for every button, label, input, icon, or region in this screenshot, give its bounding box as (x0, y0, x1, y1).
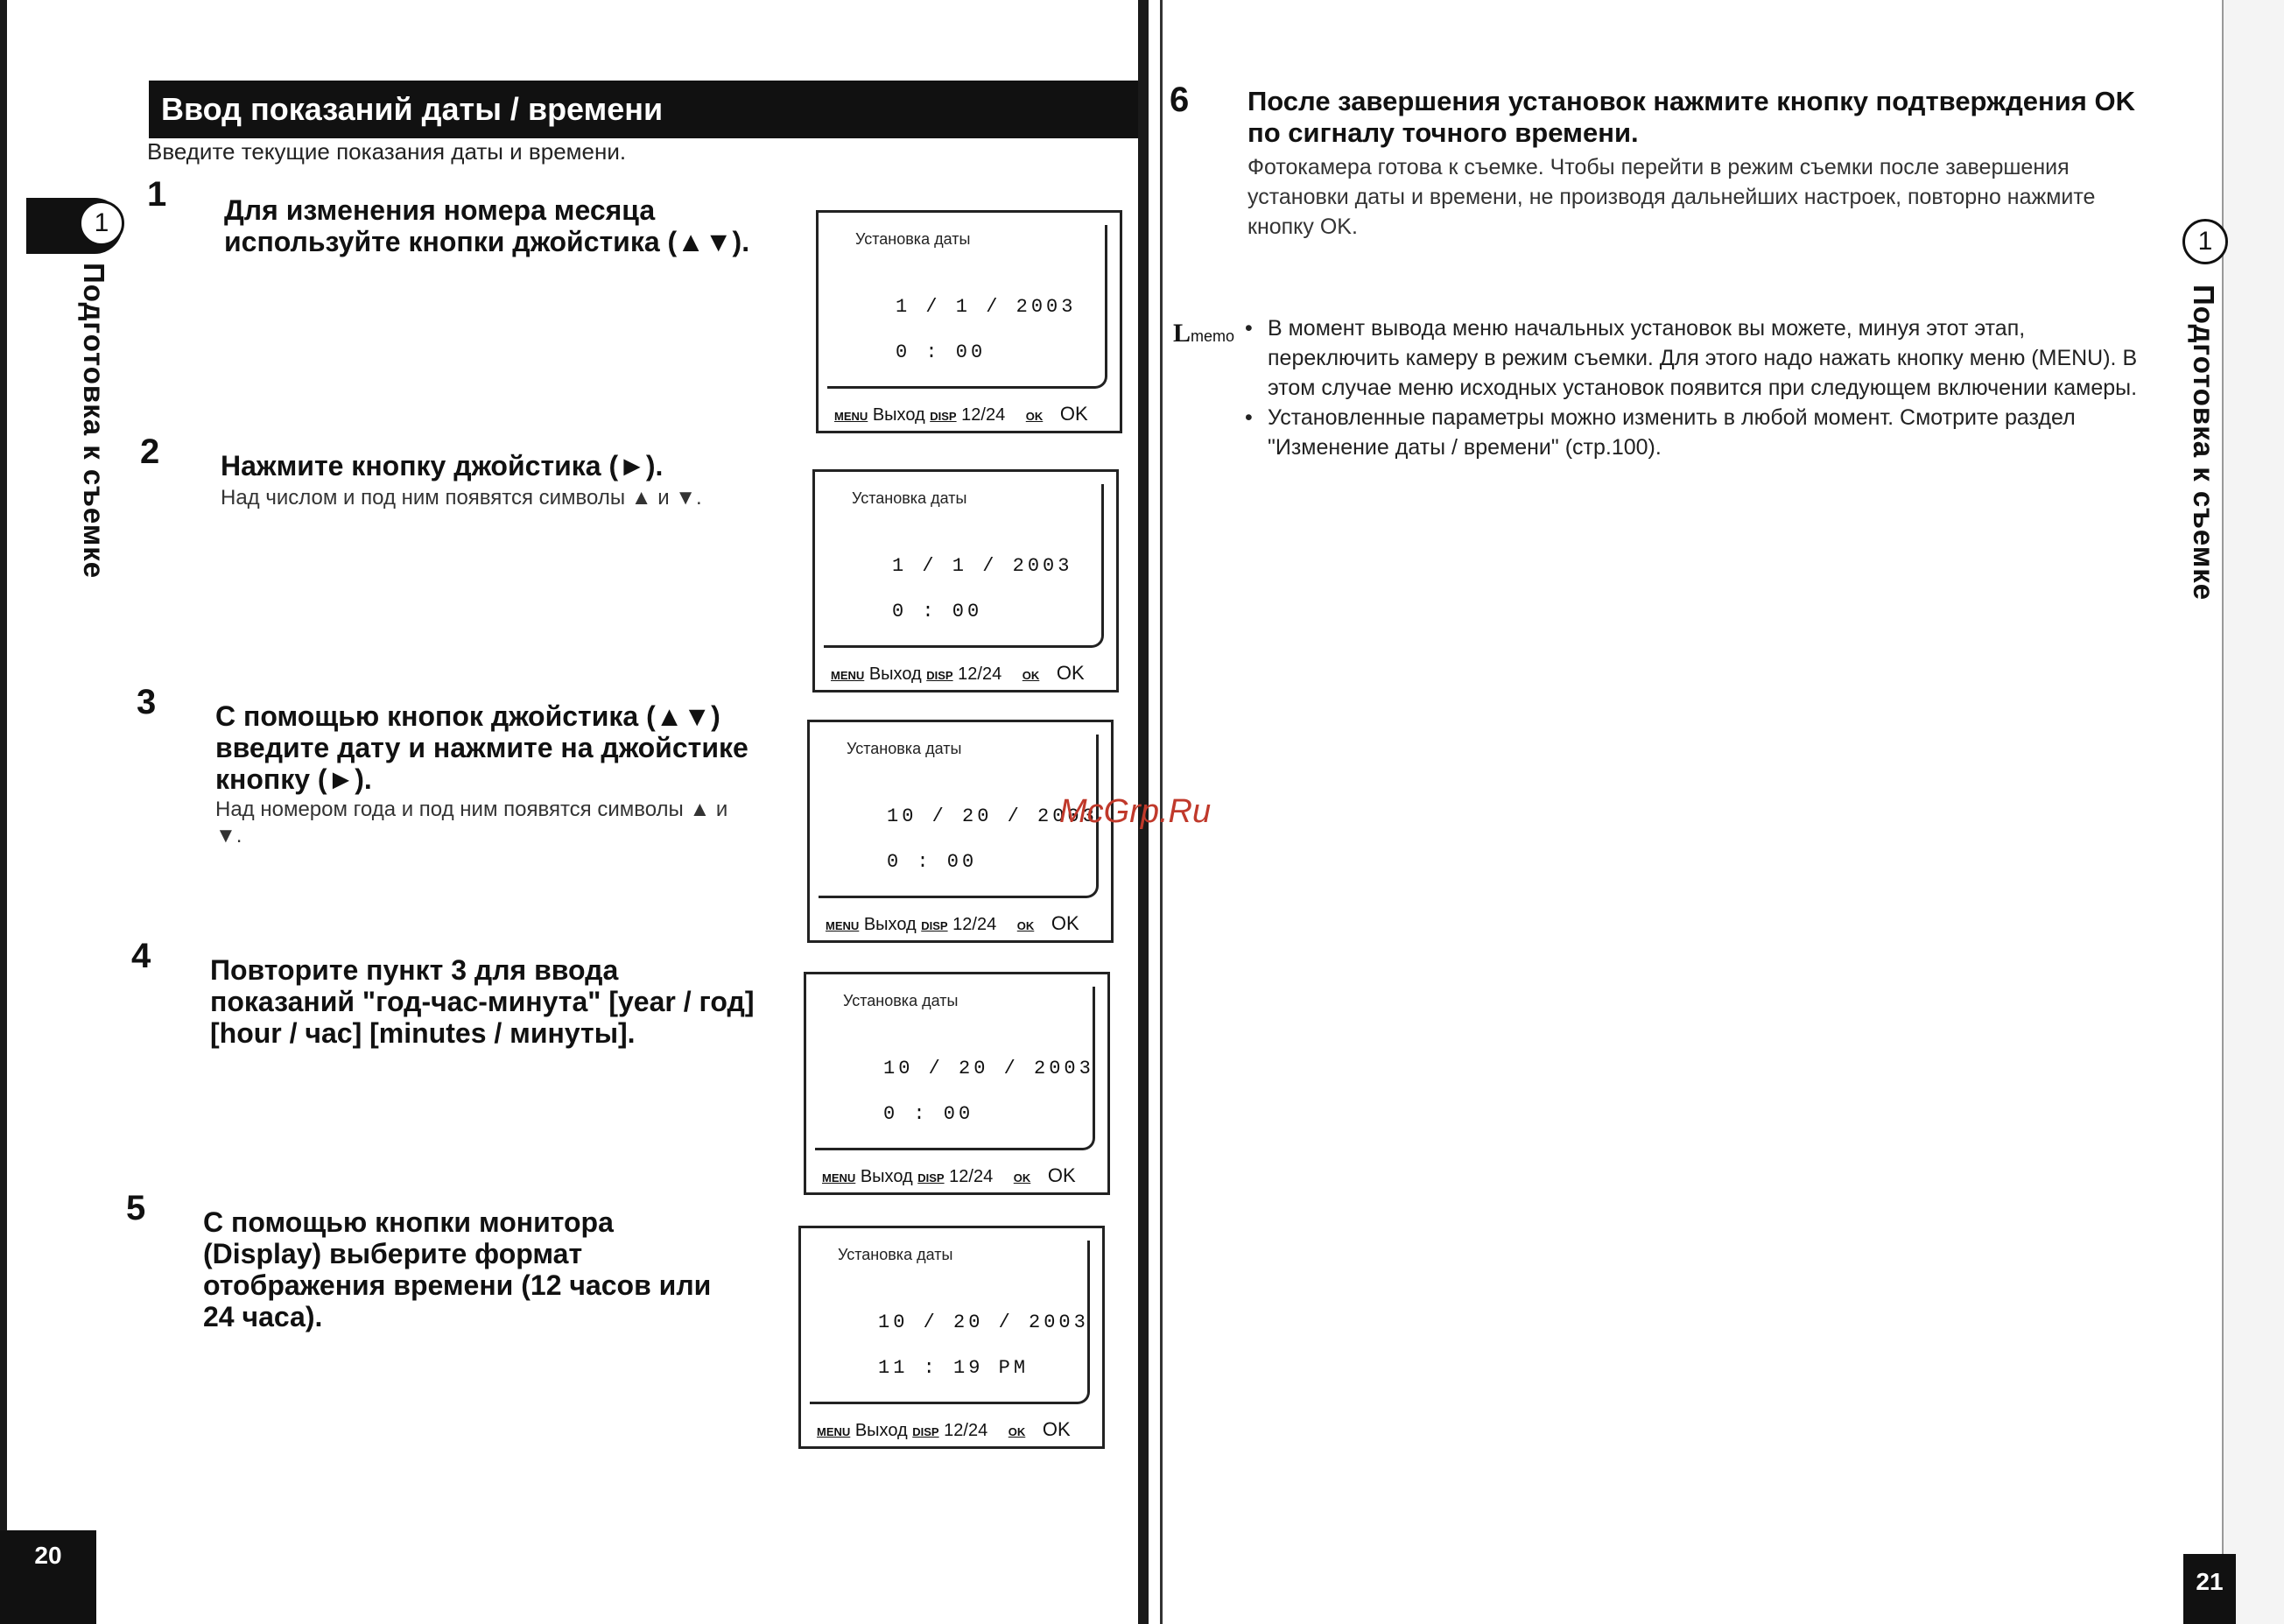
disp-key-label: DISP (917, 1171, 945, 1185)
step-6-number: 6 (1170, 81, 1190, 119)
lcd-date: 10 / 20 / 2003 (883, 1058, 1094, 1079)
ok-key-label: OK (1016, 919, 1035, 932)
exit-label: Выход (854, 1421, 908, 1440)
exit-label: Выход (868, 664, 922, 684)
step-1-number: 1 (147, 175, 167, 214)
ok-key-label: OK (1022, 669, 1040, 682)
lcd-screen-4 (804, 972, 1110, 1195)
chapter-label-left: Подготовка к съемке (78, 263, 110, 580)
disp-key-label: DISP (930, 410, 957, 423)
step-6-title: После завершения установок нажмите кнопку подтверждения OK по сигналу точного времени. (1247, 86, 2135, 148)
format-label: 12/24 (958, 664, 1002, 684)
format-label: 12/24 (944, 1421, 988, 1440)
format-label: 12/24 (961, 405, 1006, 425)
intro-text: Введите текущие показания даты и времени. (147, 138, 627, 165)
ok-key-label: OK (1025, 410, 1044, 423)
lcd-title: Установка даты (852, 489, 967, 507)
step-4-title: Повторите пункт 3 для ввода показаний "год-час-минута" [year / год] [hour / час] [minutes / минуты]. (210, 954, 755, 1049)
lcd-time: 11 : 19 PM (878, 1357, 1030, 1379)
lcd-title: Установка даты (843, 992, 959, 1009)
chapter-number-badge-right: 1 (2182, 219, 2228, 264)
menu-key-label: MENU (817, 1425, 851, 1438)
lcd-screen-5 (798, 1226, 1105, 1449)
memo-item: • Установленные параметры можно изменить в любой момент. Смотрите раздел "Изменение даты / времени" (стр.100). (1268, 403, 2143, 462)
menu-key-label: MENU (831, 669, 865, 682)
format-label: 12/24 (952, 915, 997, 934)
lcd-footer (834, 403, 1088, 425)
ok-key-label: OK (1013, 1171, 1031, 1185)
step-2-title: Нажмите кнопку джойстика (►). (221, 450, 664, 482)
lcd-footer (826, 912, 1079, 935)
lcd-screen-3 (807, 720, 1114, 943)
disp-key-label: DISP (926, 669, 953, 682)
lcd-time: 0 : 00 (892, 601, 983, 622)
menu-key-label: MENU (826, 919, 860, 932)
exit-label: Выход (872, 405, 925, 425)
lcd-screen-2 (812, 469, 1119, 692)
step-1-title: Для изменения номера месяца используйте кнопки джойстика (▲▼). (224, 194, 750, 257)
chapter-number-badge: 1 (79, 200, 124, 246)
ok-label: OK (1059, 403, 1088, 425)
disp-key-label: DISP (921, 919, 948, 932)
chapter-label-right: Подготовка к съемке (2188, 285, 2220, 601)
lcd-date: 10 / 20 / 2003 (878, 1311, 1089, 1333)
page-edge-right (2224, 0, 2284, 1624)
memo-label: memo (1191, 327, 1235, 345)
ok-key-label: OK (1008, 1425, 1026, 1438)
step-2-number: 2 (140, 432, 160, 471)
exit-label: Выход (860, 1167, 913, 1186)
page-number-left: 20 (0, 1530, 96, 1624)
format-label: 12/24 (949, 1167, 994, 1186)
memo-list (1268, 313, 2143, 462)
exit-label: Выход (863, 915, 917, 934)
ok-label: OK (1051, 912, 1079, 934)
page-edge-left (0, 0, 7, 1624)
section-header: Ввод показаний даты / времени (149, 81, 1138, 138)
lcd-footer (817, 1418, 1071, 1441)
step-3-desc: Над номером года и под ним появятся символы ▲ и ▼. (215, 798, 728, 847)
step-2-desc: Над числом и под ним появятся символы ▲ и ▼. (221, 486, 702, 510)
lcd-title: Установка даты (847, 740, 962, 757)
lcd-footer (831, 662, 1085, 685)
step-5-title: С помощью кнопки монитора (Display) выберите формат отображения времени (12 часов или 24 часа). (203, 1206, 712, 1332)
lcd-time: 0 : 00 (887, 851, 978, 873)
disp-key-label: DISP (912, 1425, 939, 1438)
step-3-title: С помощью кнопок джойстика (▲▼) введите дату и нажмите на джойстике кнопку (►). (215, 700, 748, 795)
lcd-title: Установка даты (838, 1246, 953, 1263)
step-4-number: 4 (131, 937, 151, 975)
step-3-number: 3 (137, 683, 157, 721)
lcd-title: Установка даты (855, 230, 971, 248)
step-6-desc: Фотокамера готова к съемке. Чтобы перейти в режим съемки после завершения установки даты и времени, не производя дальнейших настроек, повторно нажмите кнопку OK. (1247, 155, 2096, 239)
step-5-number: 5 (126, 1189, 146, 1227)
lcd-footer (822, 1164, 1076, 1187)
lcd-time: 0 : 00 (896, 341, 987, 363)
page-number-right: 21 (2183, 1554, 2236, 1624)
lcd-screen-1 (816, 210, 1122, 433)
ok-label: OK (1047, 1164, 1076, 1186)
memo-icon: Lmemo (1173, 319, 1235, 348)
memo-item: • В момент вывода меню начальных установок вы можете, минуя этот этап, переключить камеру в режим съемки. Для этого надо нажать кнопку меню (MENU). В этом случае меню исходных установок появится при следующем включении камеры. (1268, 313, 2143, 403)
menu-key-label: MENU (822, 1171, 856, 1185)
lcd-date: 1 / 1 / 2003 (896, 296, 1077, 318)
ok-label: OK (1042, 1418, 1071, 1440)
menu-key-label: MENU (834, 410, 868, 423)
lcd-date: 10 / 20 / 2003 (887, 805, 1098, 827)
lcd-date: 1 / 1 / 2003 (892, 555, 1073, 577)
ok-label: OK (1056, 662, 1085, 684)
lcd-time: 0 : 00 (883, 1103, 974, 1125)
watermark: McGrp.Ru (1059, 793, 1212, 830)
